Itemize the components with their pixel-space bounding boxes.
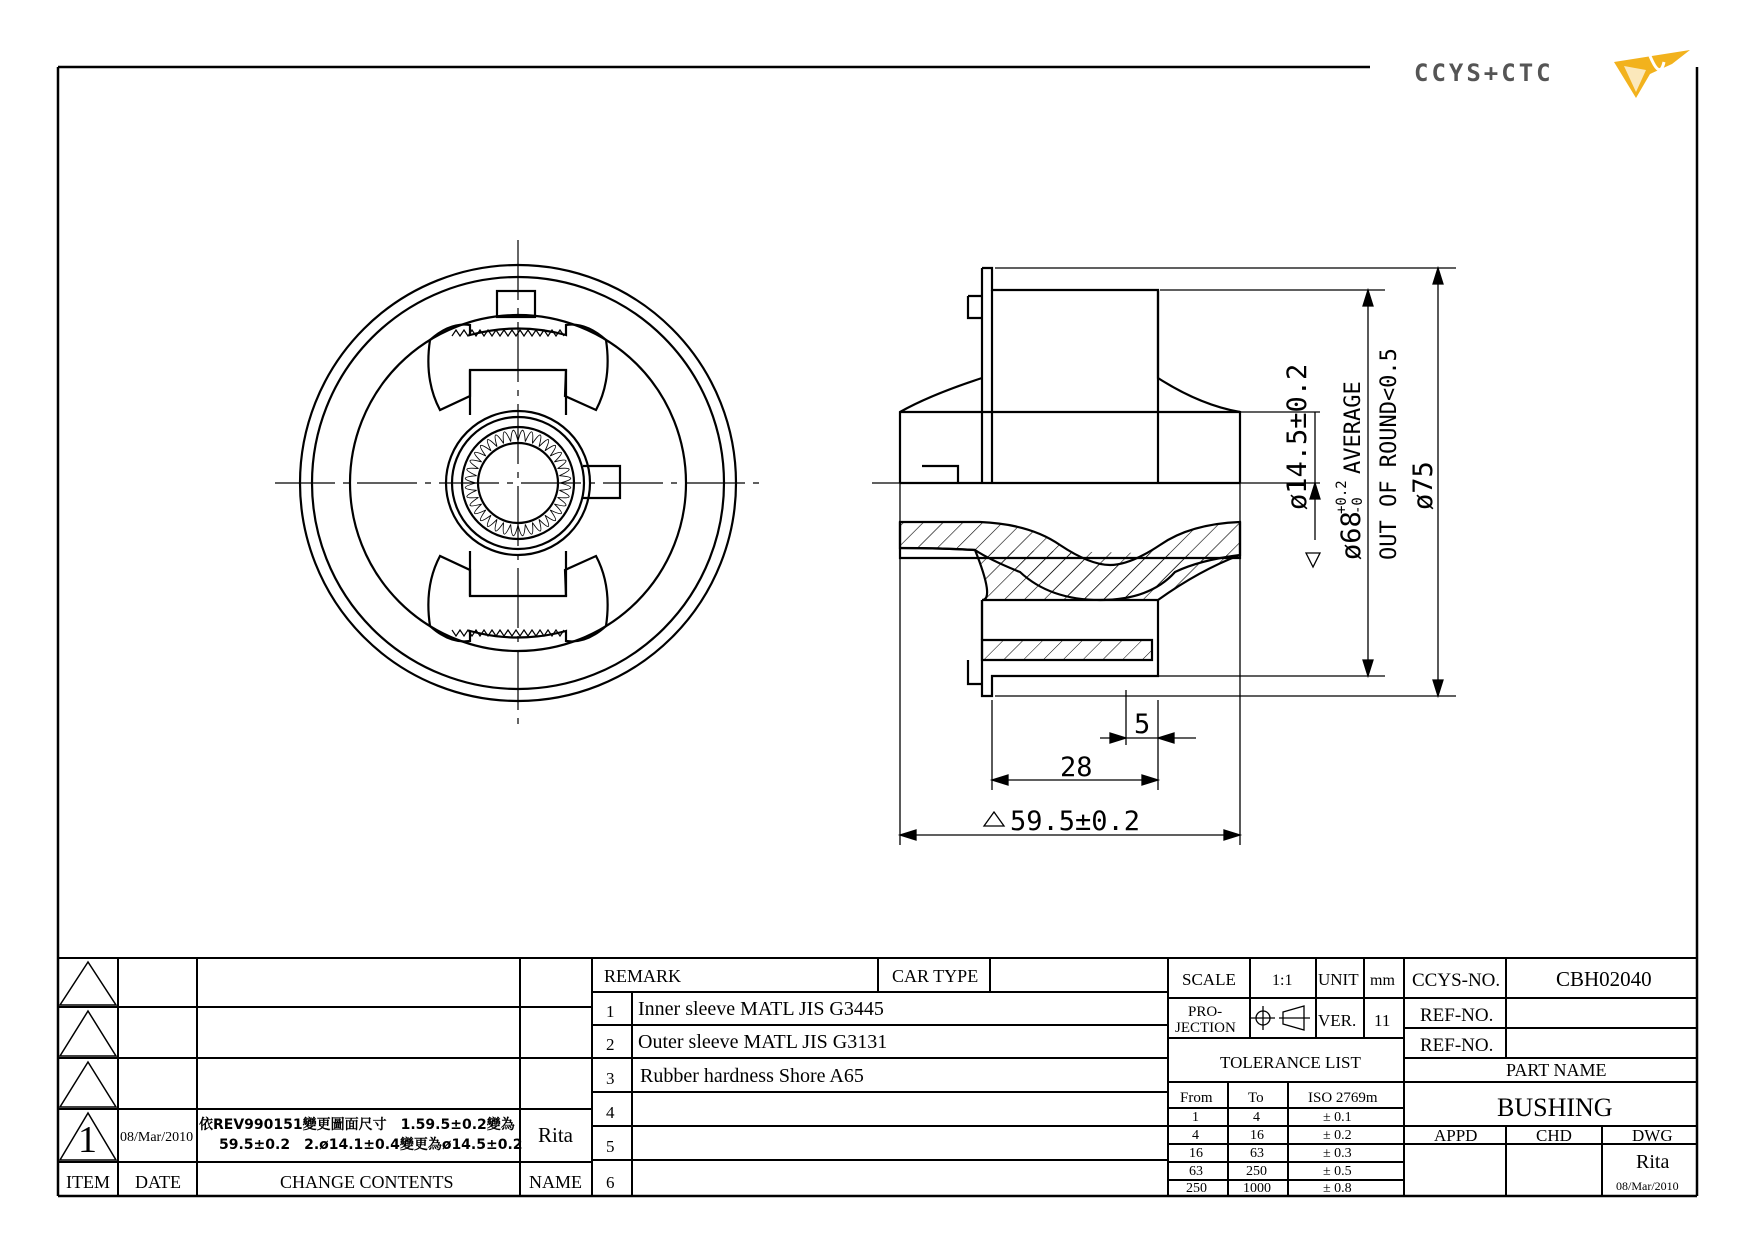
- logo-mark-icon: [1614, 50, 1690, 98]
- projection-label-1: PRO-: [1188, 1004, 1223, 1020]
- petal: [470, 497, 482, 506]
- scale-value: 1:1: [1272, 972, 1293, 989]
- svg-text:250: 250: [1246, 1164, 1267, 1179]
- unit-value: mm: [1370, 972, 1395, 989]
- dim-outer-note: AVERAGE: [1341, 381, 1366, 474]
- svg-text:± 0.1: ± 0.1: [1323, 1110, 1352, 1125]
- sheet-border: [58, 67, 1697, 1196]
- logo-text: CCYS+CTC: [1414, 59, 1554, 87]
- projection-label-2: JECTION: [1175, 1020, 1236, 1036]
- rev-header-contents: CHANGE CONTENTS: [280, 1172, 454, 1192]
- petal: [558, 468, 570, 476]
- petal: [467, 468, 479, 476]
- svg-text:± 0.2: ± 0.2: [1323, 1128, 1352, 1143]
- petal: [467, 490, 479, 498]
- ref-no-label-1: REF-NO.: [1420, 1005, 1494, 1026]
- scale-label: SCALE: [1182, 970, 1236, 989]
- dim-outer-tol-plus: +0.2: [1334, 480, 1350, 514]
- petal: [465, 476, 476, 483]
- appd-label: APPD: [1434, 1126, 1478, 1145]
- rev-header-date: DATE: [135, 1172, 181, 1192]
- svg-text:63: 63: [1250, 1146, 1264, 1161]
- unit-label: UNIT: [1318, 970, 1359, 989]
- remark-num-1: 1: [606, 1002, 615, 1021]
- dim-28: 28: [1060, 752, 1093, 783]
- petal: [558, 490, 570, 498]
- petal: [495, 435, 504, 447]
- delta-marker-icon: [984, 812, 1004, 826]
- svg-text:4: 4: [1253, 1110, 1260, 1125]
- remark-num-2: 2: [606, 1035, 615, 1054]
- revision-triangle-icon: [60, 1062, 116, 1107]
- dim-round: OUT OF ROUND<0.5: [1377, 348, 1402, 560]
- remark-num-4: 4: [606, 1103, 615, 1122]
- dwg-date: 08/Mar/2010: [1616, 1179, 1679, 1193]
- ref-no-label-2: REF-NO.: [1420, 1035, 1494, 1056]
- delta-marker-icon: [1306, 553, 1320, 567]
- rev-name-1: Rita: [538, 1123, 573, 1147]
- tol-to-label: To: [1248, 1090, 1264, 1106]
- rev-contents-line2: 59.5±0.2 2.ø14.1±0.4變更為ø14.5±0.2: [219, 1137, 523, 1153]
- petal: [511, 430, 518, 441]
- dim-inner: ø14.5±0.2: [1282, 363, 1313, 510]
- chd-label: CHD: [1536, 1126, 1572, 1145]
- part-name-value: BUSHING: [1497, 1093, 1613, 1122]
- remark-text-3: Rubber hardness Shore A65: [640, 1065, 864, 1087]
- petal: [554, 460, 566, 469]
- remark-label: REMARK: [604, 966, 682, 986]
- petal: [503, 432, 511, 444]
- rev-contents-line1: 依REV990151變更圖面尺寸 1.59.5±0.2變為: [199, 1117, 515, 1133]
- petal: [503, 523, 511, 535]
- rev-item-1: 1: [78, 1119, 97, 1161]
- company-logo: [1414, 50, 1690, 98]
- remark-num-3: 3: [606, 1069, 615, 1088]
- rev-header-item: ITEM: [66, 1172, 110, 1192]
- svg-text:4: 4: [1192, 1128, 1199, 1143]
- title-block-grid: [58, 958, 1697, 1196]
- dwg-label: DWG: [1632, 1126, 1673, 1145]
- projection-symbol-icon: [1251, 1006, 1310, 1030]
- dwg-name: Rita: [1636, 1151, 1670, 1173]
- dim-outer: ø68: [1336, 511, 1367, 560]
- ver-label: VER.: [1318, 1011, 1357, 1030]
- petal: [554, 497, 566, 506]
- svg-text:± 0.3: ± 0.3: [1323, 1146, 1352, 1161]
- petal: [559, 483, 570, 490]
- petal: [518, 430, 525, 441]
- dim-overall: ø75: [1408, 461, 1439, 510]
- revision-triangle-icon: [60, 1011, 116, 1056]
- part-name-label: PART NAME: [1506, 1060, 1607, 1080]
- petal: [532, 435, 541, 447]
- tol-from-label: From: [1180, 1090, 1213, 1106]
- petal: [559, 476, 570, 483]
- petal: [525, 432, 533, 444]
- svg-text:250: 250: [1186, 1181, 1207, 1196]
- top-tab: [497, 291, 535, 317]
- svg-text:± 0.8: ± 0.8: [1323, 1181, 1352, 1196]
- petal: [495, 519, 504, 531]
- outer-sleeve-section: [982, 640, 1152, 660]
- svg-text:16: 16: [1189, 1146, 1203, 1161]
- remark-num-6: 6: [606, 1173, 615, 1192]
- ccys-no-value: CBH02040: [1556, 967, 1652, 991]
- revision-triangle-icon: [60, 962, 116, 1005]
- rubber-lower: [900, 548, 1240, 600]
- front-view: [275, 240, 760, 725]
- petal: [518, 524, 525, 535]
- svg-text:16: 16: [1250, 1128, 1264, 1143]
- remarks-text: [604, 966, 978, 1192]
- remark-text-2: Outer sleeve MATL JIS G3131: [638, 1031, 888, 1053]
- car-type-label: CAR TYPE: [892, 966, 979, 986]
- petal: [525, 523, 533, 535]
- svg-text:63: 63: [1189, 1164, 1203, 1179]
- petal: [511, 524, 518, 535]
- petal: [465, 483, 476, 490]
- ver-value: 11: [1374, 1011, 1391, 1030]
- remark-num-5: 5: [606, 1137, 615, 1156]
- tolerance-title: TOLERANCE LIST: [1220, 1053, 1361, 1072]
- rev-date-1: 08/Mar/2010: [120, 1130, 194, 1145]
- rev-header-name: NAME: [529, 1172, 582, 1192]
- petal: [470, 460, 482, 469]
- dim-length: 59.5±0.2: [1010, 806, 1141, 837]
- dim-outer-tol-minus: -0: [1350, 497, 1366, 514]
- remark-text-1: Inner sleeve MATL JIS G3445: [638, 998, 884, 1020]
- svg-text:1000: 1000: [1243, 1181, 1271, 1196]
- petal: [532, 519, 541, 531]
- tol-std-label: ISO 2769m: [1308, 1090, 1378, 1106]
- ccys-no-label: CCYS-NO.: [1412, 970, 1501, 991]
- side-view: [872, 268, 1250, 696]
- dim-5: 5: [1134, 709, 1151, 740]
- front-centerlines: [275, 240, 760, 725]
- revision-table-text: [66, 1116, 582, 1192]
- svg-text:1: 1: [1192, 1110, 1199, 1125]
- svg-text:± 0.5: ± 0.5: [1323, 1164, 1352, 1179]
- body-outline-upper: [982, 268, 1240, 483]
